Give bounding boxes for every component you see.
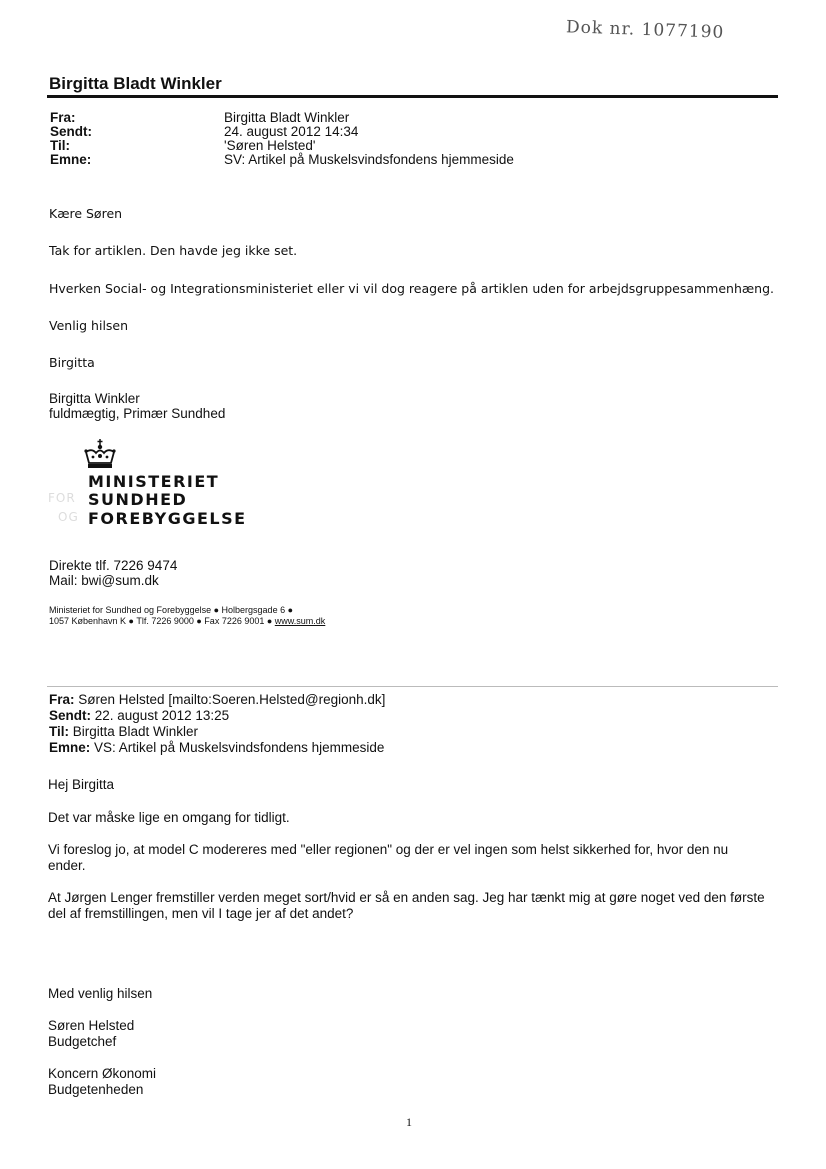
fwd-subject-value: VS: Artikel på Muskelsvindsfondens hjemmeside xyxy=(94,740,385,755)
to-label: Til: xyxy=(50,138,70,153)
fwd-subject-label: Emne: xyxy=(49,740,91,755)
fwd-subject-row xyxy=(49,740,384,756)
body-paragraph-1: Tak for artiklen. Den havde jeg ikke set. xyxy=(49,243,298,258)
fwd-signature-name: Søren Helsted xyxy=(48,1018,135,1033)
fwd-paragraph-2: Vi foreslog jo, at model C modereres med "eller regionen" og der er vel ingen som helst sikkerhed for, hvor den nu ender. xyxy=(48,842,729,873)
fwd-to-label: Til: xyxy=(49,724,69,739)
fwd-department-1: Koncern Økonomi xyxy=(48,1066,157,1081)
fwd-department-2: Budgetenheden xyxy=(48,1082,144,1097)
ministry-address-line-1: Ministeriet for Sundhed og Forebyggelse ● Holbergsgade 6 ● xyxy=(49,605,294,615)
fwd-from-row xyxy=(49,692,385,708)
logo-line-ministeriet: MINISTERIET xyxy=(88,472,220,491)
direct-phone: Direkte tlf. 7226 9474 xyxy=(49,558,178,573)
signature-title: fuldmægtig, Primær Sundhed xyxy=(49,406,226,421)
from-value: Birgitta Bladt Winkler xyxy=(224,110,350,125)
subject-label: Emne: xyxy=(50,152,92,167)
fwd-sent-row xyxy=(49,708,229,724)
fwd-paragraph-1: Det var måske lige en omgang for tidligt. xyxy=(48,810,290,825)
body-paragraph-2: Hverken Social- og Integrationsministeriet eller vi vil dog reagere på artiklen uden for arbejdsgruppesammenhæng. xyxy=(49,281,774,296)
fwd-sent-label: Sendt: xyxy=(49,708,91,723)
sent-label: Sendt: xyxy=(50,124,92,139)
fwd-paragraph-3: At Jørgen Lenger fremstiller verden meget sort/hvid er så en anden sag. Jeg har tænkt mig at gøre noget ved den første del af fremstillingen, men vil I tage jer af det andet? xyxy=(48,890,765,921)
fwd-to-row xyxy=(49,724,198,740)
ministry-address-line-2 xyxy=(49,616,325,627)
fwd-greeting: Hej Birgitta xyxy=(48,777,115,792)
fwd-sent-value: 22. august 2012 13:25 xyxy=(94,708,230,723)
logo-ghost-og: OG xyxy=(58,510,79,524)
handwritten-document-number: Dok nr. 1077190 xyxy=(565,17,725,43)
fwd-to-value: Birgitta Bladt Winkler xyxy=(72,724,199,739)
sender-title: Birgitta Bladt Winkler xyxy=(49,74,222,93)
signature-name: Birgitta Winkler xyxy=(49,391,140,406)
logo-line-forebyggelse: FOREBYGGELSE xyxy=(88,509,247,528)
fwd-closing: Med venlig hilsen xyxy=(48,986,153,1001)
fwd-from-value: Søren Helsted [mailto:Soeren.Helsted@regionh.dk] xyxy=(78,692,386,707)
website-link[interactable]: www.sum.dk xyxy=(274,616,326,626)
greeting: Kære Søren xyxy=(49,206,123,221)
closing: Venlig hilsen xyxy=(49,318,129,333)
crown-icon xyxy=(82,438,118,472)
mail-address: Mail: bwi@sum.dk xyxy=(49,573,159,588)
sent-value: 24. august 2012 14:34 xyxy=(224,124,359,139)
page-number: 1 xyxy=(406,1115,412,1129)
fwd-signature-title: Budgetchef xyxy=(48,1034,117,1049)
to-value: 'Søren Helsted' xyxy=(224,138,316,153)
header-divider xyxy=(47,95,778,98)
fwd-from-label: Fra: xyxy=(49,692,75,707)
first-name: Birgitta xyxy=(49,355,95,370)
subject-value: SV: Artikel på Muskelsvindsfondens hjemmeside xyxy=(224,152,514,167)
from-label: Fra: xyxy=(50,110,76,125)
ministry-logo xyxy=(48,438,247,532)
logo-line-sundhed: SUNDHED xyxy=(88,490,188,509)
address-text: 1057 København K ● Tlf. 7226 9000 ● Fax 7226 9001 ● xyxy=(49,616,275,626)
logo-ghost-for: FOR xyxy=(48,491,76,505)
forward-divider xyxy=(47,686,778,687)
